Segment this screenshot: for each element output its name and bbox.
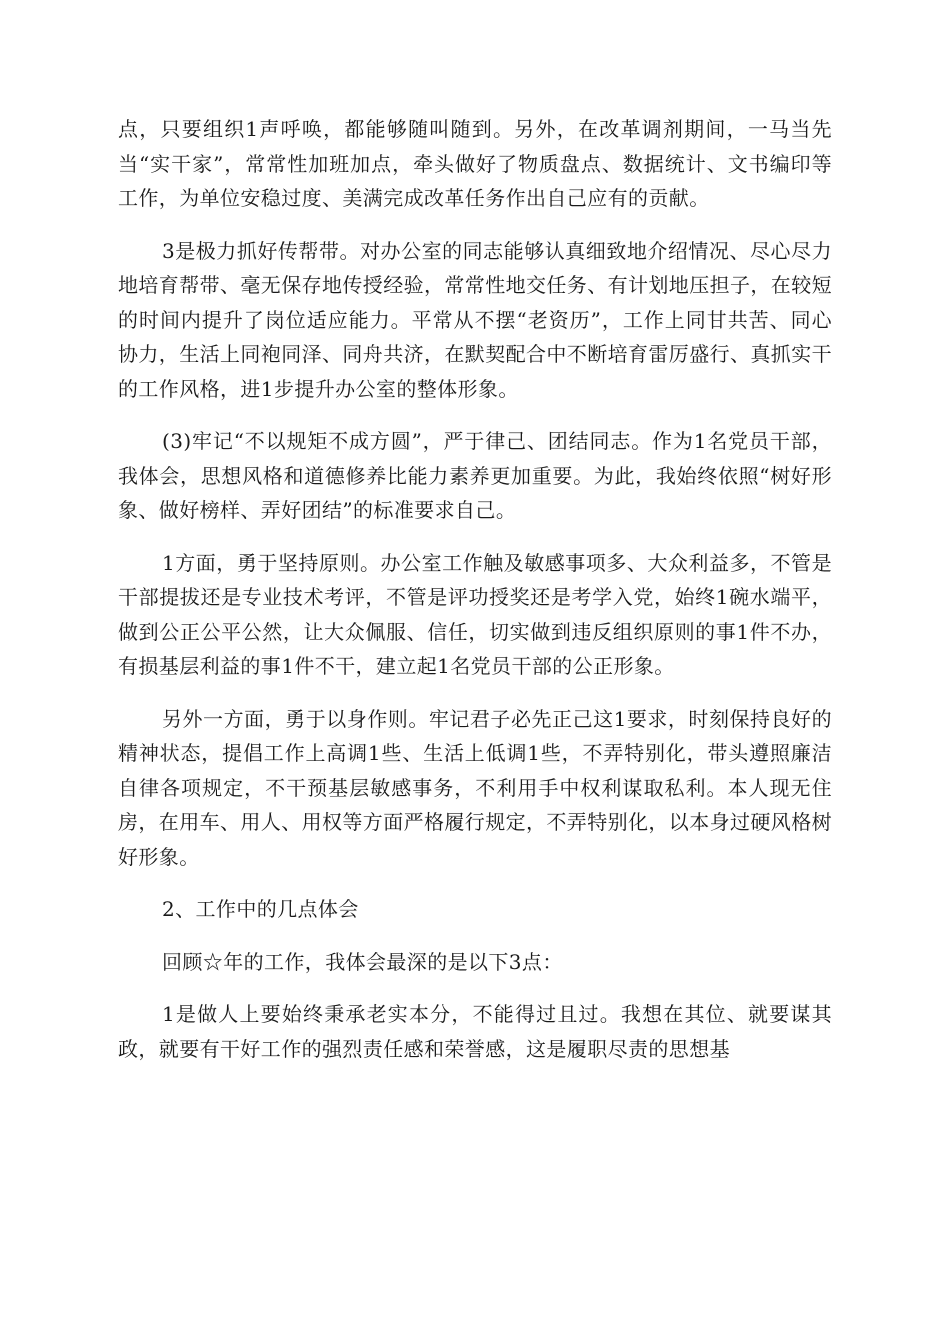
paragraph-continuation: 点，只要组织1声呼唤，都能够随叫随到。另外，在改革调剂期间，一马当先当“实干家”，常常性加班加点，牵头做好了物质盘点、数据统计、文书编印等工作，为单位安稳过度、美满完成改革任务作出自己应有的贡献。 bbox=[118, 117, 832, 210]
paragraph-review-intro: 回顾☆年的工作，我体会最深的是以下3点： bbox=[162, 949, 563, 974]
paragraph-self-discipline: (3)牢记“不以规矩不成方圆”，严于律己、团结同志。作为1名党员干部，我体会，思想风格和道德修养比能力素养更加重要。为此，我始终依照“树好形象、做好榜样、弄好团结”的标准要求自己。 bbox=[118, 429, 832, 522]
paragraph-point-one: 1是做人上要始终秉承老实本分，不能得过且过。我想在其位、就要谋其政，就要有干好工作的强烈责任感和荣誉感，这是履职尽责的思想基 bbox=[118, 1002, 832, 1061]
section-heading: 2、工作中的几点体会 bbox=[162, 897, 359, 921]
paragraph-uphold-principles: 1方面，勇于坚持原则。办公室工作触及敏感事项多、大众利益多，不管是干部提拔还是专业技术考评，不管是评功授奖还是考学入党，始终1碗水端平，做到公正公平公然，让大众佩服、信任，切实做到违反组织原则的事1件不办，有损基层利益的事1件不干，建立起1名党员干部的公正形象。 bbox=[118, 550, 832, 678]
paragraph-mentoring: 3是极力抓好传帮带。对办公室的同志能够认真细致地介绍情况、尽心尽力地培育帮带、毫无保存地传授经验，常常性地交任务、有计划地压担子，在较短的时间内提升了岗位适应能力。平常从不摆“老资历”，工作上同甘共苦、同心协力，生活上同袍同泽、同舟共济，在默契配合中不断培育雷厉盛行、真抓实干的工作风格，进1步提升办公室的整体形象。 bbox=[118, 238, 832, 401]
document-body bbox=[118, 112, 832, 1084]
paragraph-lead-by-example: 另外一方面，勇于以身作则。牢记君子必先正己这1要求，时刻保持良好的精神状态，提倡工作上高调1些、生活上低调1些，不弄特别化，带头遵照廉洁自律各项规定，不干预基层敏感事务，不利用手中权利谋取私利。本人现无住房，在用车、用人、用权等方面严格履行规定，不弄特别化，以本身过硬风格树好形象。 bbox=[118, 706, 832, 869]
